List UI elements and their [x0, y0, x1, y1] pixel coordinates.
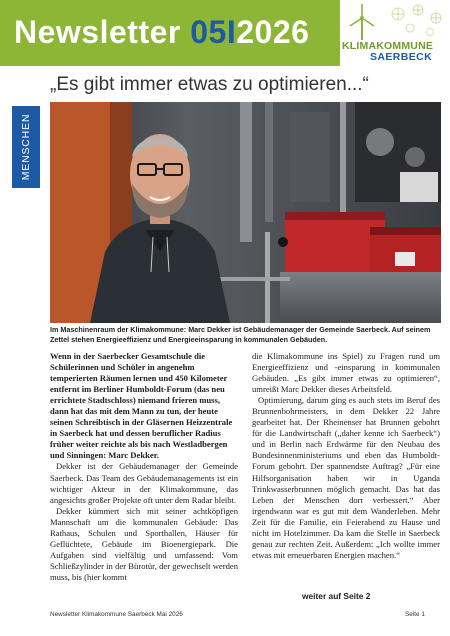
- newsletter-title: [14, 12, 309, 52]
- title-prefix: Newsletter: [14, 14, 191, 50]
- article-lead: Wenn in der Saerbecker Gesamtschule die Schülerinnen und Schüler in angenehm temperierten Räumen lernen und 450 Kilometer entfernt im Berliner Humboldt-Forum (das neu errichtete Stadtschloss) niemand frieren muss, dann hat das mit dem Mann zu tun, der heute seinen Schreibtisch in der Gläsernen Heizzentrale in Saerbeck hat und dessen beruflicher Radius früher weiter reichte als bis nach Westladbergen und Sinningen: Marc Dekker.: [50, 351, 233, 461]
- footer-page-number: Seite 1: [405, 611, 425, 618]
- article-paragraph-2: Dekker kümmert sich mit seiner achtköpfigen Mannschaft um die kommunalen Gebäude: Das Rathaus, Schulen und Sporthallen, Häuser für Geflüchtete, Gebäude im Bioenergiepark. Die Aufgaben sind vielfältig und umfassend: Vom Schließzylinder in der Bürotür, der gewechselt werden muss, bis (hier kommt: [50, 505, 238, 582]
- klimakommune-logo: [340, 0, 450, 66]
- issue-year: 2026: [236, 14, 310, 50]
- logo-text-saerbeck: SAERBECK: [370, 51, 433, 63]
- article-paragraph-1: Dekker ist der Gebäudemanager der Gemeinde Saerbeck. Das Team des Gebäudemanagements ist ein wichtiger Akteur in der Klimakommune, das angesichts großer Projekte oft unter dem Radar bleibt.: [50, 461, 238, 505]
- photo-man-in-boiler-room: [50, 102, 441, 323]
- section-tab: [12, 106, 40, 188]
- windmill-logo-icon: [340, 0, 450, 44]
- article-column-left: [50, 351, 238, 583]
- footer-publication: Newsletter Klimakommune Saerbeck Mai 2026: [50, 611, 183, 618]
- logo-text-klimakommune: KLIMAKOMMUNE: [342, 40, 434, 52]
- article-paragraph-3: die Klimakommune ins Spiel) zu Fragen rund um Energieeffizienz und -einsparung in kommunalen Gebäuden. „Es gibt immer etwas zu optimieren“, umreißt Marc Dekker dieses Arbeitsfeld.: [252, 351, 440, 395]
- article-paragraph-4: Optimierung, darum ging es auch stets im Beruf des Brunnenbohrmeisters, in dem Dekker 22 Jahre gearbeitet hat. Der Rheinenser hat Brunnen gebohrt für die Landwirtschaft („daher kenne ich Saerbeck“) und in Berlin nach Erdwärme für den Neubau des Bundesinnenministeriums und eben das Humboldt-Forum gebohrt. Der spannendste Auftrag? „Für eine Hilfsorganisation haben wir in Uganda Trinkwasserbrunnen möglich gemacht. Das hat das Leben der Menschen dort verbessert.“ Aber irgendwann war es gut mit dem Wanderleben. Mehr Zeit für die Familie, ein Feierabend zu Hause und nicht im Hotelzimmer. Da kam die Stelle in Saerbeck genau zur rechten Zeit. Außerdem: „Ich wollte immer etwas mit erneuerbaren Energien machen.“: [252, 395, 440, 560]
- section-label: MENSCHEN: [20, 113, 32, 181]
- issue-number: 05: [190, 14, 227, 50]
- continued-link[interactable]: weiter auf Seite 2: [302, 591, 371, 601]
- article-headline: „Es gibt immer etwas zu optimieren...“: [50, 74, 369, 95]
- article-photo: [50, 102, 441, 323]
- issue-separator: I: [226, 14, 237, 50]
- article-column-right: [252, 351, 440, 561]
- photo-caption: Im Maschinenraum der Klimakommune: Marc Dekker ist Gebäudemanager der Gemeinde Saerbeck. Auf seinem Zettel stehen Energieeffizienz und Energieeinsparung in kommunalen Gebäuden.: [50, 325, 431, 344]
